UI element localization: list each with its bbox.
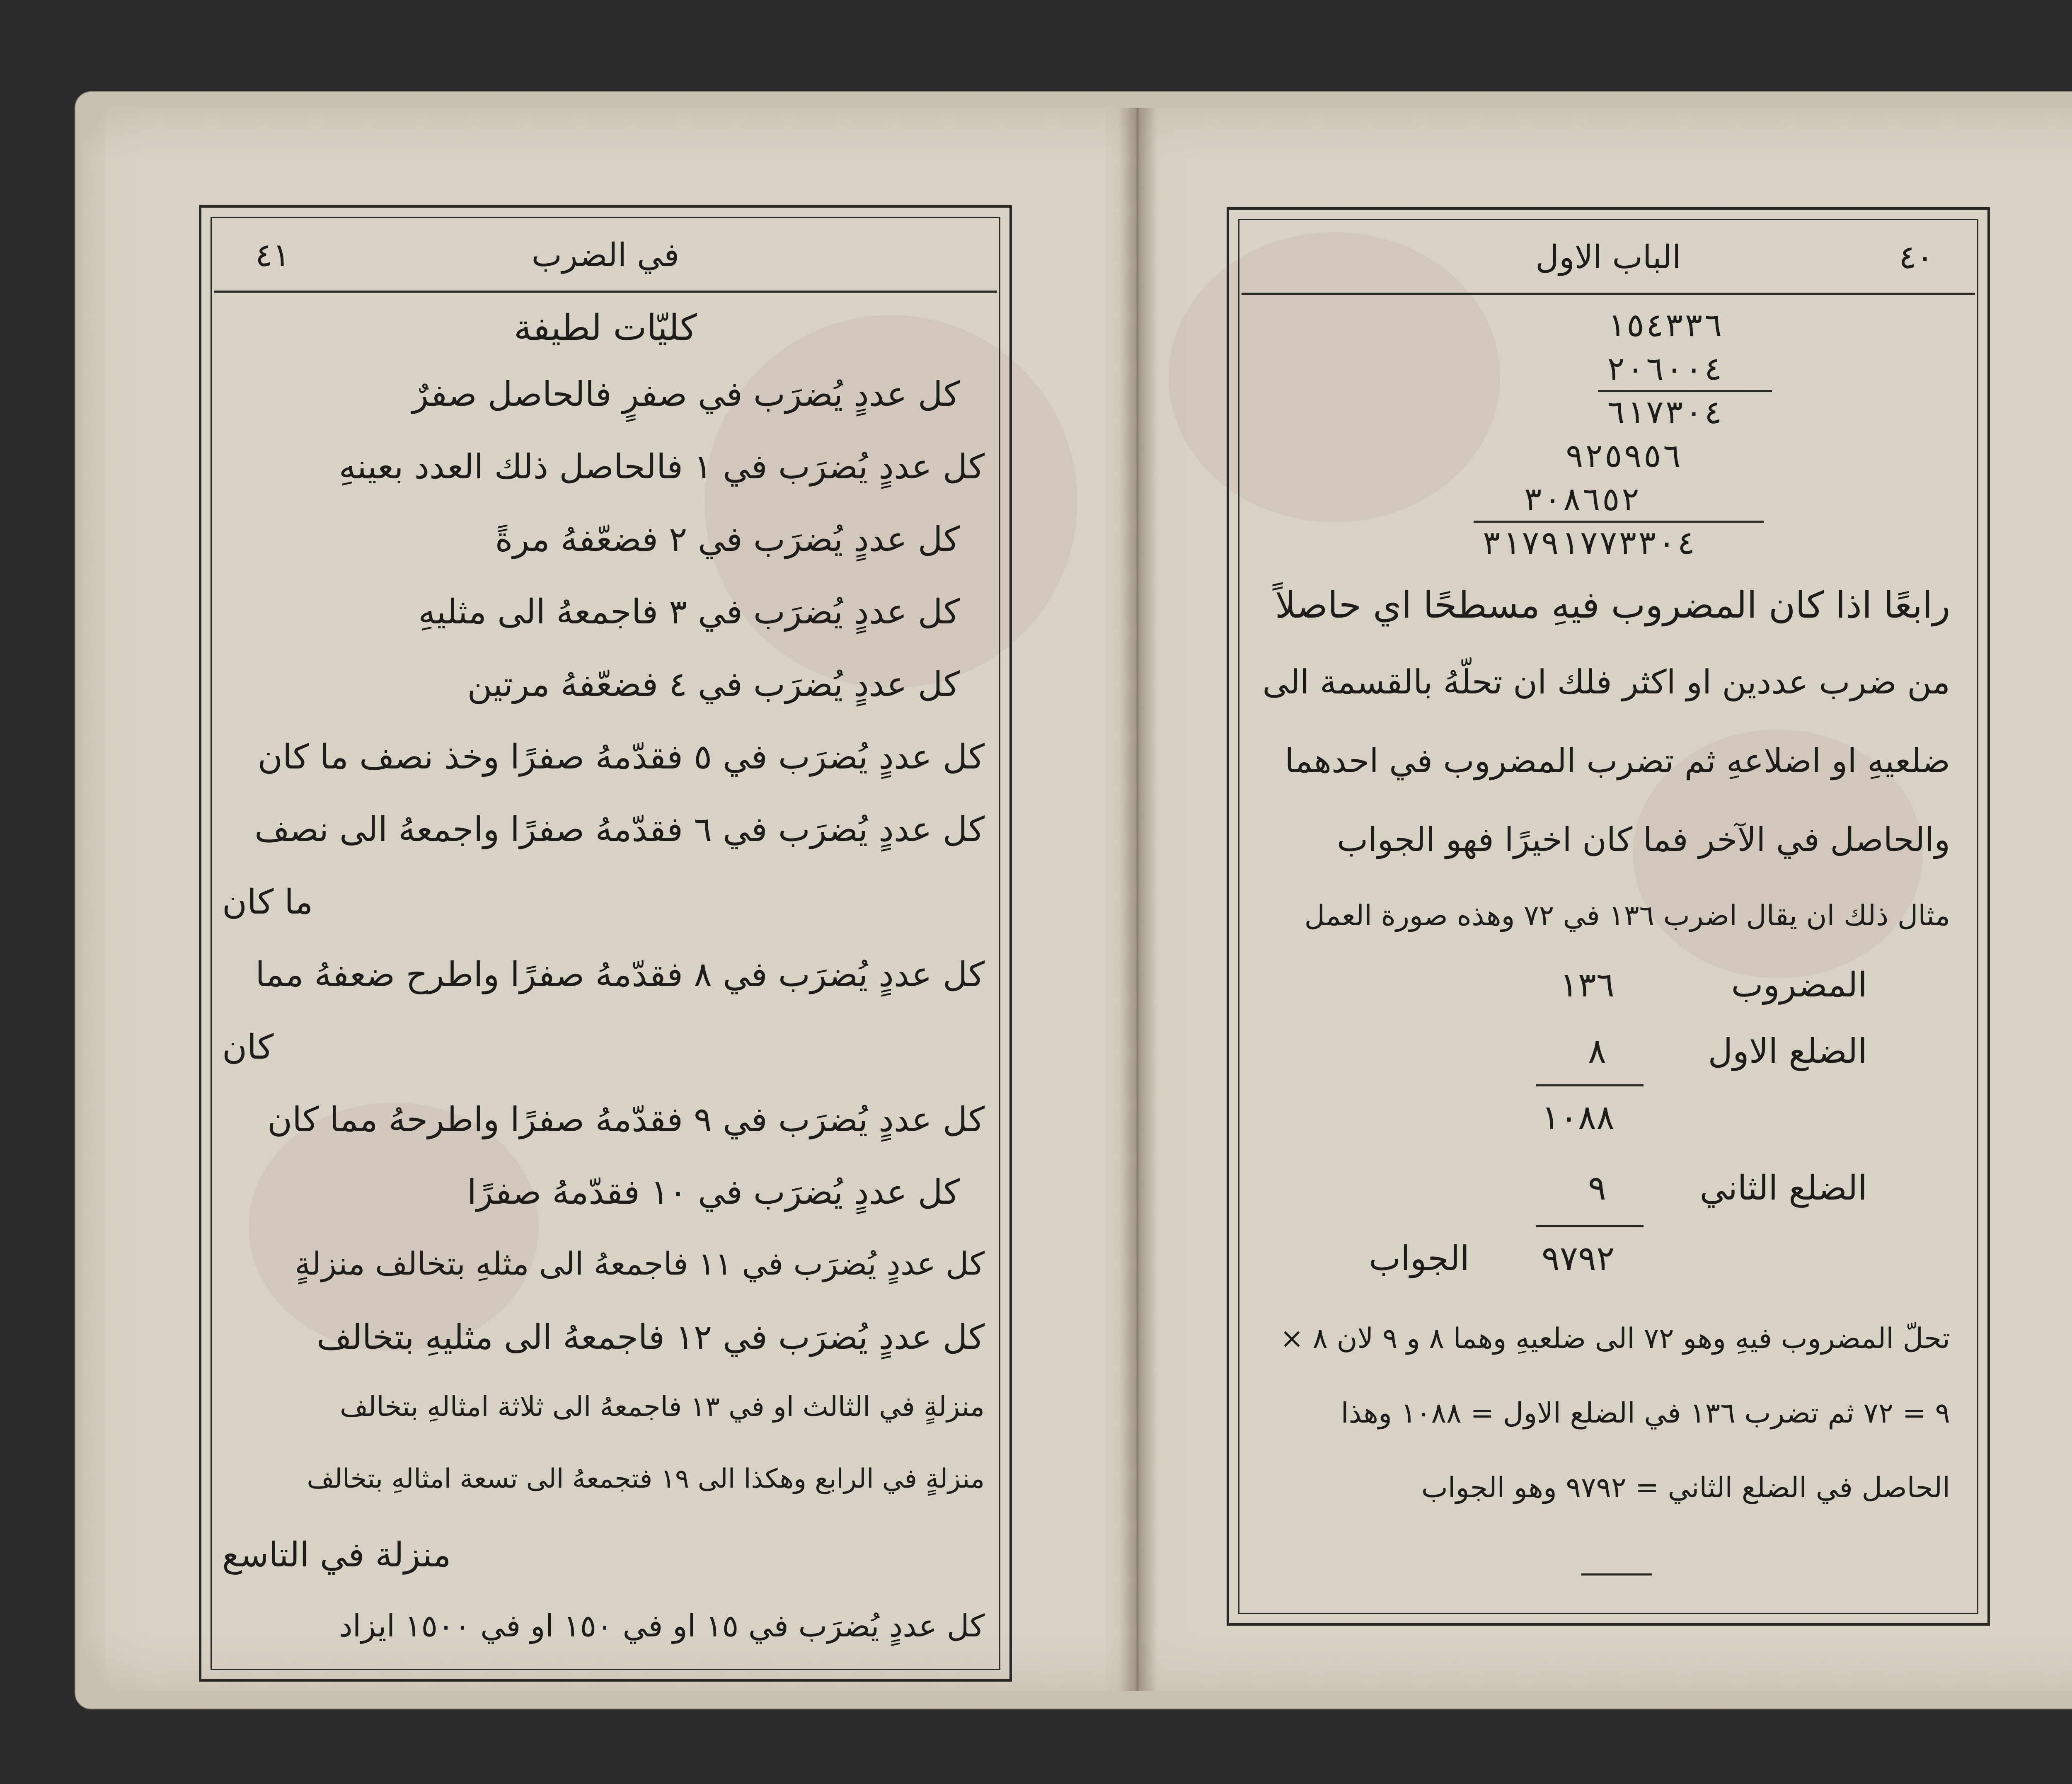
text-line: تحلّ المضروب فيهِ وهو ٧٢ الى ضلعيهِ وهما ٨ و ٩ لان ٨ × xyxy=(1280,1322,1950,1355)
text-line: كل عددٍ يُضرَب في ١ فالحاصل ذلك العدد بعينهِ xyxy=(339,447,985,487)
calc-number: ٦١٧٣٠٤ xyxy=(1606,394,1723,431)
left-page-content xyxy=(214,220,997,1667)
text-line: منزلةٍ في الرابع وهكذا الى ١٩ فتجمعهُ الى تسعة امثالهِ بتخالف xyxy=(307,1464,985,1494)
calc-number: ١٥٤٣٣٦ xyxy=(1606,307,1723,344)
calc-number: ٣٠٨٦٥٢ xyxy=(1523,481,1640,518)
text-line: كل عددٍ يُضرَب في ٥ فقدّمهُ صفرًا وخذ نصف ما كان xyxy=(257,737,985,777)
example-value: ٩٧٩٢ xyxy=(1541,1239,1615,1278)
text-line: كل عددٍ يُضرَب في ١٥ او في ١٥٠ او في ١٥٠٠ ايزاد xyxy=(339,1608,985,1644)
example-value: ١٣٦ xyxy=(1559,965,1615,1005)
text-line: منزلةٍ في الثالث او في ١٣ فاجمعهُ الى ثلاثة امثالهِ بتخالف xyxy=(339,1391,985,1423)
example-value: ٩ xyxy=(1588,1168,1606,1208)
open-book xyxy=(75,83,2072,1720)
text-line: مثال ذلك ان يقال اضرب ١٣٦ في ٧٢ وهذه صورة العمل xyxy=(1304,899,1950,932)
text-line: كل عددٍ يُضرَب في ٨ فقدّمهُ صفرًا واطرح ضعفهُ مما xyxy=(255,955,985,994)
right-page-frame xyxy=(1227,207,1990,1626)
example-value: ٨ xyxy=(1588,1032,1606,1071)
calc-rule xyxy=(1598,390,1772,392)
page-number: ٤١ xyxy=(255,237,290,274)
text-line: ما كان xyxy=(222,882,313,922)
text-line: رابعًا اذا كان المضروب فيهِ مسطحًا اي حاصلاً xyxy=(1275,584,1950,626)
text-line: من ضرب عددين او اكثر فلك ان تحلّهُ بالقسمة الى xyxy=(1262,663,1950,701)
text-line: كل عددٍ يُضرَب في ٣ فاجمعهُ الى مثليهِ xyxy=(418,592,960,632)
text-line: كل عددٍ يُضرَب في ٦ فقدّمهُ صفرًا واجمعهُ الى نصف xyxy=(254,810,985,849)
example-label: الضلع الاول xyxy=(1708,1032,1867,1071)
left-page xyxy=(83,108,1135,1691)
running-head xyxy=(230,237,980,286)
end-rule xyxy=(1581,1573,1652,1576)
example-value: ١٠٨٨ xyxy=(1541,1098,1615,1137)
head-rule xyxy=(1242,293,1975,295)
right-page-content xyxy=(1242,222,1975,1611)
text-line: كل عددٍ يُضرَب في ٢ فضعّفهُ مرةً xyxy=(495,520,960,559)
text-line: كل عددٍ يُضرَب في ١٠ فقدّمهُ صفرًا xyxy=(467,1173,960,1212)
head-rule xyxy=(214,291,997,293)
text-line: ٩ = ٧٢ ثم تضرب ١٣٦ في الضلع الاول = ١٠٨٨ وهذا xyxy=(1341,1397,1950,1430)
calc-number: ٩٢٥٩٥٦ xyxy=(1565,437,1682,475)
example-label: الضلع الثاني xyxy=(1699,1168,1867,1208)
text-line: كل عددٍ يُضرَب في ٩ فقدّمهُ صفرًا واطرحهُ مما كان xyxy=(267,1100,985,1139)
page-number: ٤٠ xyxy=(1899,239,1934,276)
text-line: الحاصل في الضلع الثاني = ٩٧٩٢ وهو الجواب xyxy=(1421,1471,1950,1504)
running-head xyxy=(1258,239,1958,288)
section-heading: كليّات لطيفة xyxy=(513,307,697,349)
example-label: المضروب xyxy=(1731,965,1867,1005)
text-line: والحاصل في الآخر فما كان اخيرًا فهو الجواب xyxy=(1337,820,1950,859)
example-label: الجواب xyxy=(1368,1239,1469,1278)
text-line: كان xyxy=(222,1028,274,1067)
running-title: الباب الاول xyxy=(1535,239,1681,276)
text-line: منزلة في التاسع xyxy=(222,1535,451,1575)
calc-number: ٣١٧٩١٧٧٣٣٠٤ xyxy=(1482,524,1696,562)
book-gutter xyxy=(1119,108,1156,1691)
calc-rule xyxy=(1474,521,1764,523)
text-line: كل عددٍ يُضرَب في صفرٍ فالحاصل صفرٌ xyxy=(412,375,960,414)
calc-number: ٢٠٦٠٠٤ xyxy=(1606,350,1723,388)
example-rule xyxy=(1536,1084,1644,1086)
text-line: ضلعيهِ او اضلاعهِ ثم تضرب المضروب في احدهما xyxy=(1285,742,1950,780)
text-line: كل عددٍ يُضرَب في ١١ فاجمعهُ الى مثلهِ بتخالف منزلةٍ xyxy=(295,1245,985,1282)
example-rule xyxy=(1536,1225,1644,1227)
running-title: في الضرب xyxy=(531,237,680,274)
text-line: كل عددٍ يُضرَب في ٤ فضعّفهُ مرتين xyxy=(467,665,960,704)
left-page-frame xyxy=(199,205,1012,1682)
text-line: كل عددٍ يُضرَب في ١٢ فاجمعهُ الى مثليهِ بتخالف xyxy=(317,1318,985,1357)
